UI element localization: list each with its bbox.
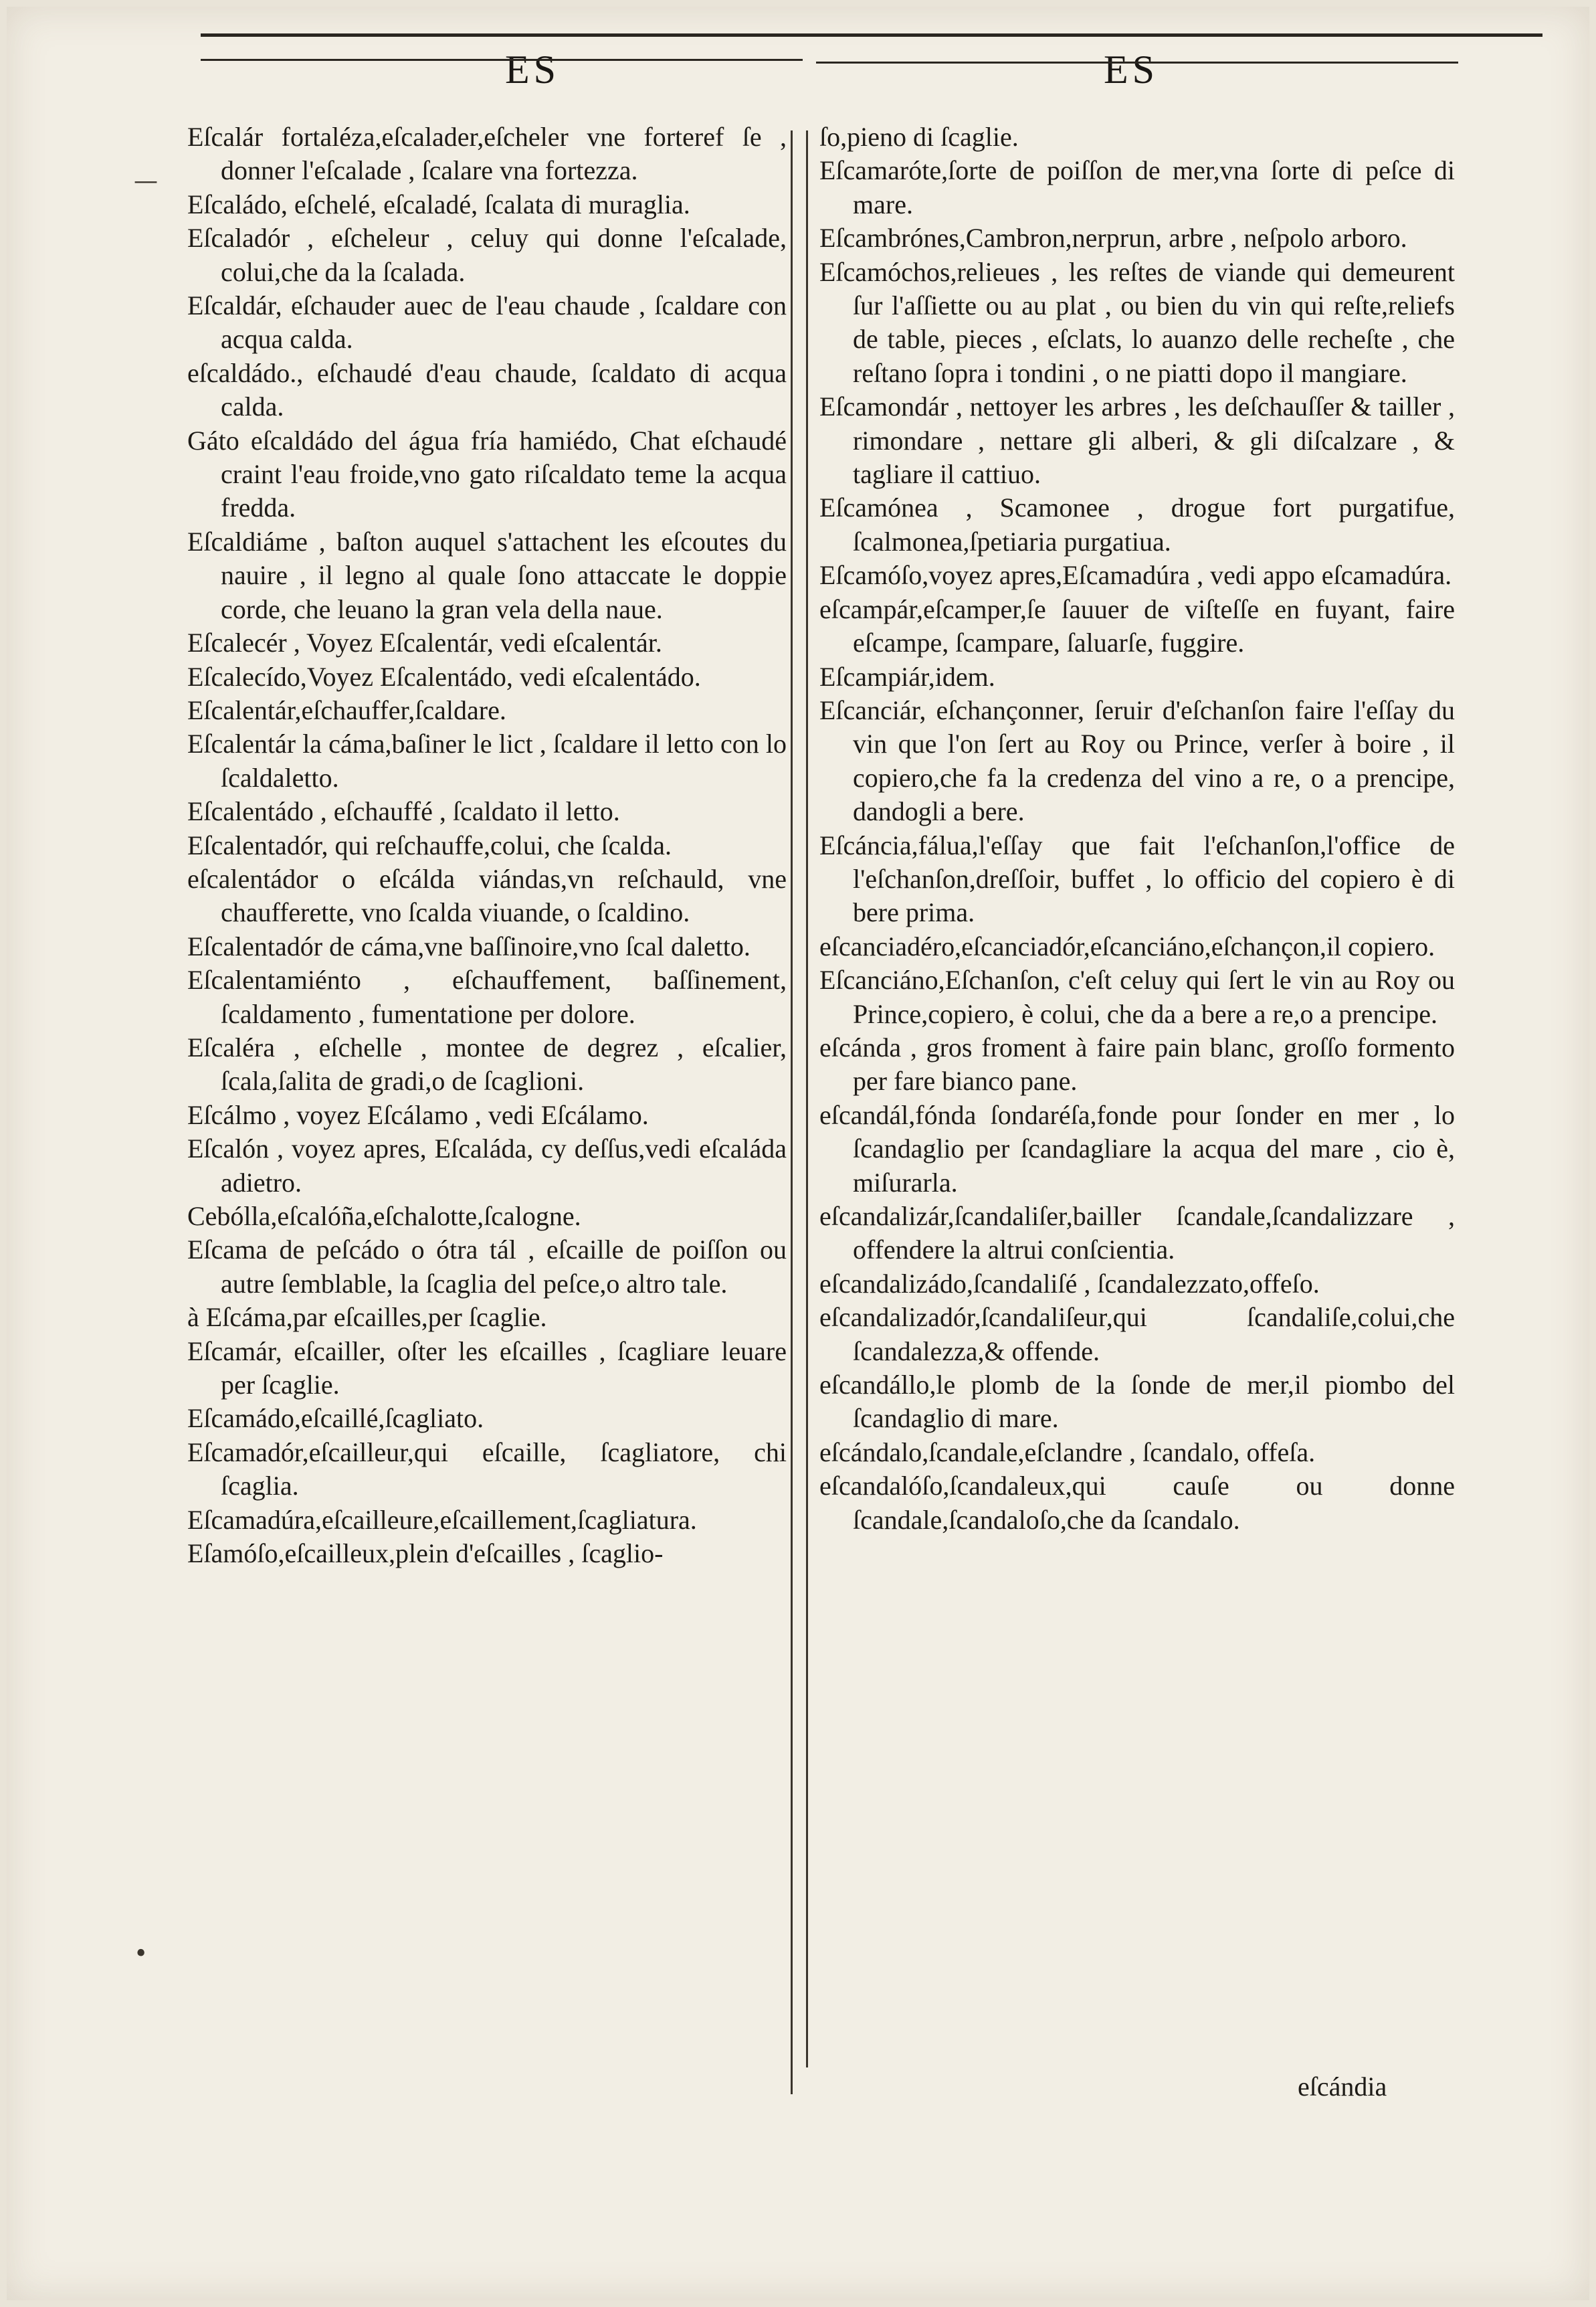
dictionary-entry: eſcánda , gros froment à faire pain blanc, groſſo formento per fare bianco pane. — [819, 1032, 1455, 1097]
dictionary-entry: Eſcamónea , Scamonee , drogue fort purgatifue, ſcalmonea,ſpetiaria purgatiua. — [819, 492, 1455, 557]
dictionary-entry: eſcaldádo., eſchaudé d'eau chaude, ſcaldato di acqua calda. — [187, 357, 787, 422]
dictionary-entry: Cebólla,eſcalóña,eſchalotte,ſcalogne. — [187, 1201, 581, 1231]
right-column — [819, 120, 1455, 1537]
dictionary-entry: Eſcama de peſcádo o ótra tál , eſcaille de poiſſon ou autre ſemblable, la ſcaglia del peſce,o altro tale. — [187, 1234, 787, 1299]
dictionary-entry: Eſcáncia,fálua,l'eſſay que fait l'eſchanſon,l'office de l'eſchanſon,dreſſoir, buffet , lo officio del copiero è di bere prima. — [819, 830, 1455, 928]
dictionary-entry: Eſcamaróte,ſorte de poiſſon de mer,vna ſorte di peſce di mare. — [819, 155, 1455, 219]
margin-dash-mark: — — [134, 167, 158, 195]
catchword: eſcándia — [1298, 2071, 1387, 2102]
dictionary-entry: eſcándalo,ſcandale,eſclandre , ſcandalo, offeſa. — [819, 1437, 1316, 1467]
dictionary-entry: eſcandalizár,ſcandaliſer,bailler ſcandale,ſcandalizzare , offendere la altrui conſcientia. — [819, 1201, 1455, 1265]
dictionary-entry: Eſcamádo,eſcaillé,ſcagliato. — [187, 1403, 484, 1434]
dictionary-entry: Eſcamóſo,voyez apres,Eſcamadúra , vedi appo eſcamadúra. — [819, 560, 1452, 591]
dictionary-entry: Eſcalecído,Voyez Eſcalentádo, vedi eſcalentádo. — [187, 661, 701, 692]
dictionary-entry: ſo,pieno di ſcaglie. — [819, 122, 1019, 152]
dictionary-entry: Eſcalentadór de cáma,vne baſſinoire,vno ſcal daletto. — [187, 931, 751, 961]
head-rule-left — [201, 59, 803, 61]
dictionary-entry: eſcanciadéro,eſcanciadór,eſcanciáno,eſchançon,il copiero. — [819, 931, 1435, 961]
column-rule-right — [806, 130, 808, 2067]
dictionary-entry: Eſcaléra , eſchelle , montee de degrez , eſcalier, ſcala,ſalita de gradi,o de ſcaglioni. — [187, 1032, 787, 1097]
running-head-left: ES — [505, 48, 561, 92]
dictionary-entry: Eſcaldiáme , baſton auquel s'attachent les eſcoutes du nauire , il legno al quale ſono attaccate le doppie corde, che leuano la gran vela della naue. — [187, 526, 787, 624]
dictionary-entry: Eſcaldár, eſchauder auec de l'eau chaude , ſcaldare con acqua calda. — [187, 290, 787, 355]
margin-dot-mark: • — [134, 1940, 148, 1968]
dictionary-entry: Eſcanciár, eſchançonner, ſeruir d'eſchanſon faire l'eſſay du vin que l'on ſert au Roy ou Prince, verſer à boire , il copiero,che fa la credenza del vino a re, o a prencipe, dandogli a bere. — [819, 695, 1455, 827]
dictionary-entry: Eſcamondár , nettoyer les arbres , les deſchauſſer & tailler , rimondare , nettare gli alberi, & gli diſcalzare , & tagliare il cattiuo. — [819, 391, 1455, 490]
dictionary-entry: Eſcamadúra,eſcailleure,eſcaillement,ſcagliatura. — [187, 1504, 697, 1535]
dictionary-entry: Eſcalentár la cáma,baſiner le lict , ſcaldare il letto con lo ſcaldaletto. — [187, 729, 787, 793]
running-head-right: ES — [1104, 48, 1159, 92]
book-page — [7, 7, 1589, 2300]
dictionary-entry: Eſcalentadór, qui reſchauffe,colui, che ſcalda. — [187, 830, 672, 860]
dictionary-entry: Gáto eſcaldádo del água fría hamiédo, Chat eſchaudé craint l'eau froide,vno gato riſcaldato teme la acqua fredda. — [187, 425, 787, 523]
dictionary-entry: eſcandalizadór,ſcandaliſeur,qui ſcandaliſe,colui,che ſcandalezza,& offende. — [819, 1302, 1455, 1366]
dictionary-entry: Eſcálmo , voyez Eſcálamo , vedi Eſcálamo. — [187, 1099, 649, 1130]
dictionary-entry: Eſcamár, eſcailler, oſter les eſcailles , ſcagliare leuare per ſcaglie. — [187, 1335, 787, 1400]
dictionary-entry: eſcalentádor o eſcálda viándas,vn reſchauld, vne chaufferette, vno ſcalda viuande, o ſcaldino. — [187, 863, 787, 928]
dictionary-entry: Eſcalár fortaléza,eſcalader,eſcheler vne forteref ſe , donner l'eſcalade , ſcalare vna fortezza. — [187, 122, 787, 186]
dictionary-entry: Eſamóſo,eſcailleux,plein d'eſcailles , ſcaglio- — [187, 1538, 664, 1569]
left-column — [187, 120, 787, 1570]
dictionary-entry: eſcandalizádo,ſcandaliſé , ſcandalezzato,offeſo. — [819, 1268, 1320, 1299]
dictionary-entry: eſcandalóſo,ſcandaleux,qui cauſe ou donne ſcandale,ſcandaloſo,che da ſcandalo. — [819, 1471, 1455, 1535]
dictionary-entry: eſcampár,eſcamper,ſe ſauuer de viſteſſe en fuyant, faire eſcampe, ſcampare, ſaluarſe, fuggire. — [819, 593, 1455, 658]
dictionary-entry: Eſcaládo, eſchelé, eſcaladé, ſcalata di muraglia. — [187, 189, 690, 219]
dictionary-entry: Eſcalecér , Voyez Eſcalentár, vedi eſcalentár. — [187, 628, 662, 658]
top-rule — [201, 33, 1542, 37]
dictionary-entry: Eſcamadór,eſcailleur,qui eſcaille, ſcagliatore, chi ſcaglia. — [187, 1437, 787, 1501]
dictionary-entry: eſcandállo,le plomb de la ſonde de mer,il piombo del ſcandaglio di mare. — [819, 1370, 1455, 1434]
dictionary-entry: eſcandál,fónda ſondaréſa,fonde pour ſonder en mer , lo ſcandaglio per ſcandagliare la acqua del mare , cio è, miſurarla. — [819, 1099, 1455, 1198]
dictionary-entry: Eſcambrónes,Cambron,nerprun, arbre , neſpolo arboro. — [819, 223, 1407, 254]
dictionary-entry: Eſcalentár,eſchauffer,ſcaldare. — [187, 695, 506, 725]
column-rule-left — [791, 130, 793, 2094]
head-rule-right — [816, 62, 1458, 64]
dictionary-entry: Eſcalentádo , eſchauffé , ſcaldato il letto. — [187, 796, 620, 827]
dictionary-entry: Eſcaladór , eſcheleur , celuy qui donne l'eſcalade, colui,che da la ſcalada. — [187, 223, 787, 287]
dictionary-entry: Eſcalentamiénto , eſchauffement, baſſinement, ſcaldamento , fumentatione per dolore. — [187, 965, 787, 1029]
dictionary-entry: Eſcamóchos,relieues , les reſtes de viande qui demeurent ſur l'aſſiette ou au plat , ou bien du vin qui reſte,reliefs de table, pieces , eſclats, lo auanzo delle recheſte , che reſtano ſopra i tondini , o ne piatti dopo il mangiare. — [819, 256, 1455, 388]
dictionary-entry: Eſcanciáno,Eſchanſon, c'eſt celuy qui ſert le vin au Roy ou Prince,copiero, è colui, che da a bere a re,o a prencipe. — [819, 965, 1455, 1029]
dictionary-entry: à Eſcáma,par eſcailles,per ſcaglie. — [187, 1302, 547, 1333]
dictionary-entry: Eſcampiár,idem. — [819, 661, 995, 692]
dictionary-entry: Eſcalón , voyez apres, Eſcaláda, cy deſſus,vedi eſcaláda adietro. — [187, 1133, 787, 1198]
